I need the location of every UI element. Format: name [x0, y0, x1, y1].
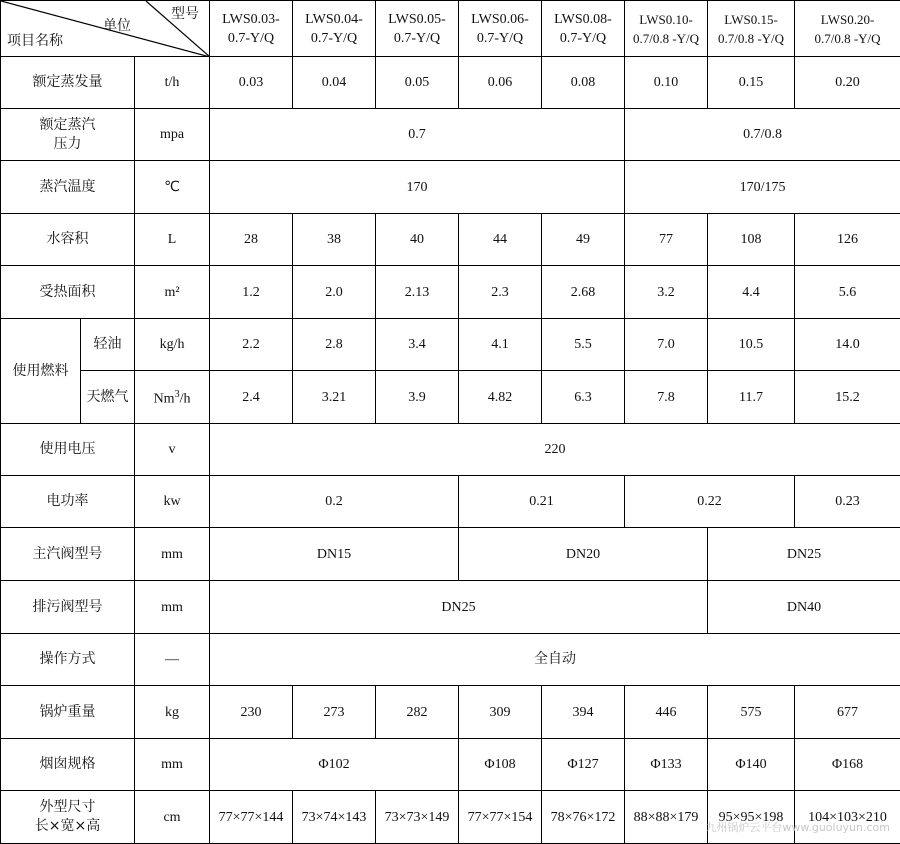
table-row	[1, 109, 900, 161]
value-cell: 575	[708, 686, 795, 739]
value-cell: 2.3	[459, 266, 542, 319]
row-label: 蒸汽温度	[1, 161, 135, 214]
table-row	[1, 634, 900, 686]
value-cell: 4.82	[459, 371, 542, 424]
model-header-cell	[293, 1, 376, 57]
value-cell: 3.4	[376, 319, 459, 371]
table-row	[1, 791, 900, 844]
row-label-line-2: 长×宽×高	[35, 818, 100, 834]
model-line-2: 0.7-Y/Q	[311, 31, 357, 46]
model-header-label: 型号	[171, 5, 199, 24]
model-line-1: LWS0.15-	[724, 12, 778, 27]
model-header-cell	[210, 1, 293, 57]
row-label: 使用电压	[1, 424, 135, 476]
value-cell: 7.0	[625, 319, 708, 371]
table-row	[1, 739, 900, 791]
table-row	[1, 161, 900, 214]
model-line-2: 0.7-Y/Q	[560, 31, 606, 46]
model-line-2: 0.7/0.8 -Y/Q	[718, 31, 784, 46]
row-label: 受热面积	[1, 266, 135, 319]
value-cell: 273	[293, 686, 376, 739]
table-row	[1, 528, 900, 581]
model-header-cell	[376, 1, 459, 57]
row-label-line-1: 额定蒸汽	[40, 117, 96, 133]
model-header-cell	[542, 1, 625, 57]
model-header-cell	[625, 1, 708, 57]
table-row	[1, 686, 900, 739]
row-label: 锅炉重量	[1, 686, 135, 739]
value-cell: 220	[210, 424, 900, 476]
value-cell: 77	[625, 214, 708, 266]
unit-cell: —	[135, 634, 210, 686]
model-line-2: 0.7-Y/Q	[477, 31, 523, 46]
row-label: 操作方式	[1, 634, 135, 686]
table-row	[1, 424, 900, 476]
value-cell: Φ168	[795, 739, 900, 791]
model-line-1: LWS0.20-	[821, 12, 875, 27]
value-cell: 2.13	[376, 266, 459, 319]
value-cell: 7.8	[625, 371, 708, 424]
value-cell: 2.4	[210, 371, 293, 424]
value-cell: 0.7	[210, 109, 625, 161]
value-cell: 104×103×210	[795, 791, 900, 844]
model-header-cell	[795, 1, 900, 57]
unit-cell: mm	[135, 739, 210, 791]
header-row	[1, 1, 900, 57]
row-label: 使用燃料	[1, 319, 81, 424]
unit-cell: L	[135, 214, 210, 266]
row-label: 烟囱规格	[1, 739, 135, 791]
value-cell: Φ108	[459, 739, 542, 791]
value-cell: 0.08	[542, 57, 625, 109]
value-cell: Φ102	[210, 739, 459, 791]
value-cell: 0.05	[376, 57, 459, 109]
row-label-line-1: 外型尺寸	[40, 799, 96, 815]
value-cell: 5.6	[795, 266, 900, 319]
unit-cell: mm	[135, 528, 210, 581]
value-cell: 全自动	[210, 634, 900, 686]
row-label: 电功率	[1, 476, 135, 528]
model-header-cell	[459, 1, 542, 57]
row-label-line-2: 压力	[54, 136, 82, 152]
value-cell: 95×95×198	[708, 791, 795, 844]
value-cell: 230	[210, 686, 293, 739]
value-cell: 14.0	[795, 319, 900, 371]
value-cell: 0.23	[795, 476, 900, 528]
row-label	[1, 791, 135, 844]
row-label: 水容积	[1, 214, 135, 266]
value-cell: 4.1	[459, 319, 542, 371]
value-cell: 11.7	[708, 371, 795, 424]
value-cell: 0.06	[459, 57, 542, 109]
fuel-sublabel: 轻油	[81, 319, 135, 371]
value-cell: DN25	[210, 581, 708, 634]
value-cell: 170	[210, 161, 625, 214]
value-cell: DN15	[210, 528, 459, 581]
value-cell: 2.68	[542, 266, 625, 319]
value-cell: 0.20	[795, 57, 900, 109]
unit-header-label: 单位	[103, 17, 131, 36]
model-line-2: 0.7/0.8 -Y/Q	[814, 31, 880, 46]
table-row	[1, 319, 900, 371]
model-line-1: LWS0.08-	[554, 12, 612, 27]
table-row	[1, 57, 900, 109]
unit-cell: mpa	[135, 109, 210, 161]
model-line-1: LWS0.03-	[222, 12, 280, 27]
value-cell: 3.2	[625, 266, 708, 319]
unit-base: Nm	[154, 392, 175, 407]
value-cell: 5.5	[542, 319, 625, 371]
model-header-cell	[708, 1, 795, 57]
model-line-2: 0.7/0.8 -Y/Q	[633, 31, 699, 46]
value-cell: 73×74×143	[293, 791, 376, 844]
value-cell: 3.9	[376, 371, 459, 424]
unit-superscript: 3	[175, 389, 180, 400]
unit-cell: mm	[135, 581, 210, 634]
model-line-2: 0.7-Y/Q	[394, 31, 440, 46]
value-cell: 3.21	[293, 371, 376, 424]
corner-header-cell	[1, 1, 210, 57]
value-cell: 4.4	[708, 266, 795, 319]
value-cell: 170/175	[625, 161, 900, 214]
value-cell: Φ127	[542, 739, 625, 791]
value-cell: 2.0	[293, 266, 376, 319]
value-cell: DN25	[708, 528, 900, 581]
value-cell: 6.3	[542, 371, 625, 424]
value-cell: 73×73×149	[376, 791, 459, 844]
value-cell: 77×77×154	[459, 791, 542, 844]
unit-cell: t/h	[135, 57, 210, 109]
value-cell: 126	[795, 214, 900, 266]
value-cell: 10.5	[708, 319, 795, 371]
model-line-1: LWS0.10-	[639, 12, 693, 27]
watermark: 九州锅炉云平台www.guoluyun.com	[705, 819, 890, 835]
unit-cell: v	[135, 424, 210, 476]
unit-cell: kg/h	[135, 319, 210, 371]
unit-cell: kg	[135, 686, 210, 739]
model-line-1: LWS0.05-	[388, 12, 446, 27]
value-cell: 282	[376, 686, 459, 739]
item-header-label: 项目名称	[7, 32, 63, 51]
unit-cell: kw	[135, 476, 210, 528]
value-cell: 0.21	[459, 476, 625, 528]
table-row	[1, 214, 900, 266]
value-cell: 88×88×179	[625, 791, 708, 844]
unit-cell: cm	[135, 791, 210, 844]
value-cell: 77×77×144	[210, 791, 293, 844]
value-cell: 0.7/0.8	[625, 109, 900, 161]
value-cell: DN40	[708, 581, 900, 634]
value-cell: DN20	[459, 528, 708, 581]
value-cell: 40	[376, 214, 459, 266]
value-cell: 446	[625, 686, 708, 739]
model-line-2: 0.7-Y/Q	[228, 31, 274, 46]
value-cell: 78×76×172	[542, 791, 625, 844]
table-row	[1, 476, 900, 528]
unit-cell: ℃	[135, 161, 210, 214]
value-cell: 15.2	[795, 371, 900, 424]
value-cell: 677	[795, 686, 900, 739]
unit-cell	[135, 371, 210, 424]
model-line-1: LWS0.04-	[305, 12, 363, 27]
table-row	[1, 266, 900, 319]
value-cell: 0.2	[210, 476, 459, 528]
row-label	[1, 109, 135, 161]
table-row	[1, 371, 900, 424]
fuel-sublabel: 天燃气	[81, 371, 135, 424]
value-cell: 49	[542, 214, 625, 266]
row-label: 额定蒸发量	[1, 57, 135, 109]
value-cell: 0.15	[708, 57, 795, 109]
value-cell: 28	[210, 214, 293, 266]
value-cell: 1.2	[210, 266, 293, 319]
value-cell: 0.04	[293, 57, 376, 109]
row-label: 主汽阀型号	[1, 528, 135, 581]
value-cell: 2.8	[293, 319, 376, 371]
value-cell: 2.2	[210, 319, 293, 371]
value-cell: 0.10	[625, 57, 708, 109]
value-cell: 44	[459, 214, 542, 266]
value-cell: 309	[459, 686, 542, 739]
model-line-1: LWS0.06-	[471, 12, 529, 27]
row-label: 排污阀型号	[1, 581, 135, 634]
value-cell: 0.03	[210, 57, 293, 109]
value-cell: 394	[542, 686, 625, 739]
unit-cell: m²	[135, 266, 210, 319]
value-cell: 108	[708, 214, 795, 266]
unit-tail: /h	[180, 392, 191, 407]
value-cell: Φ133	[625, 739, 708, 791]
value-cell: 0.22	[625, 476, 795, 528]
table-row	[1, 581, 900, 634]
value-cell: 38	[293, 214, 376, 266]
value-cell: Φ140	[708, 739, 795, 791]
